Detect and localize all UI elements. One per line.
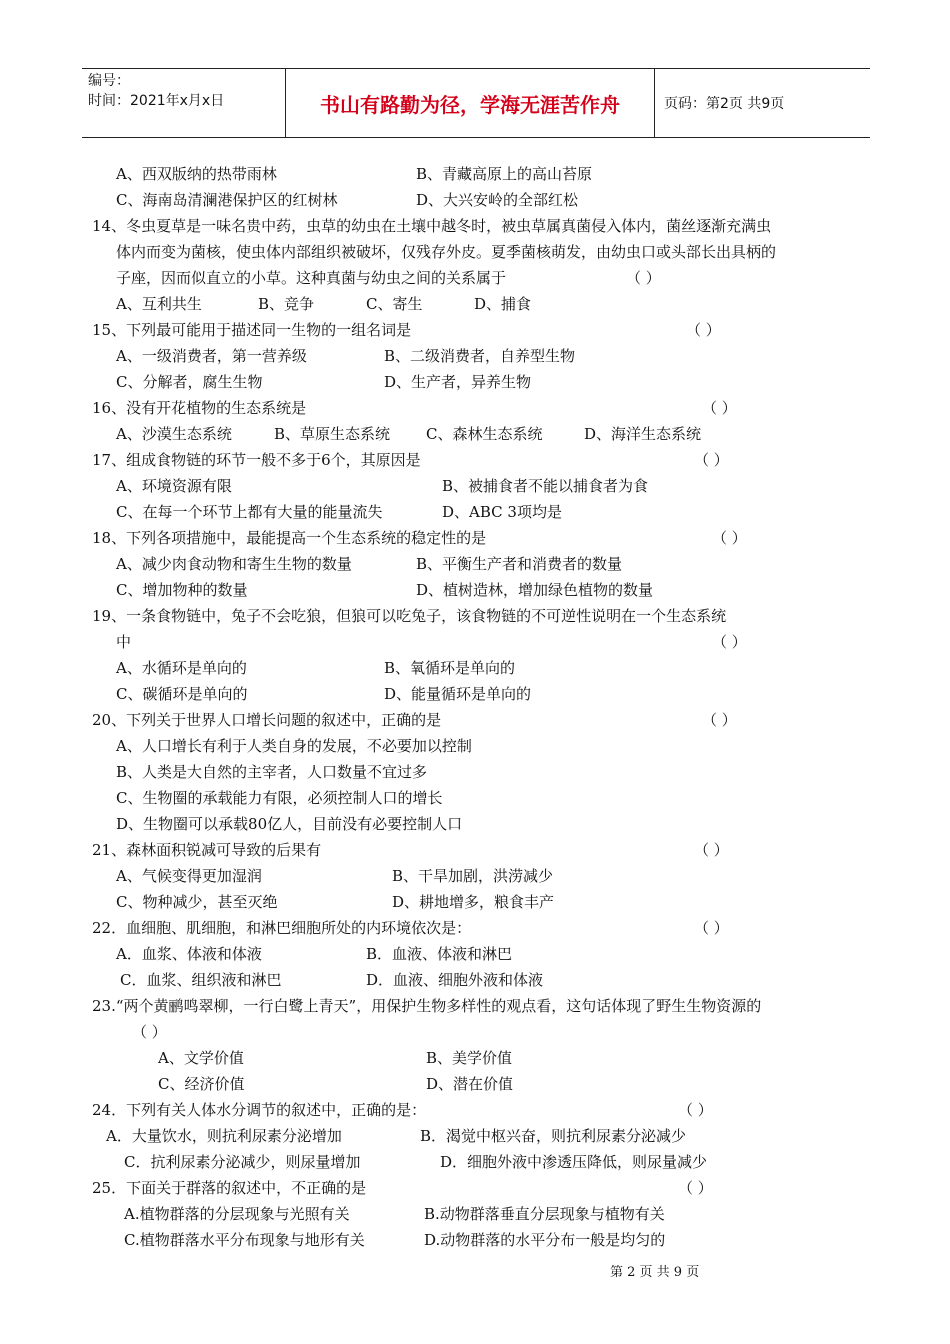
answer-blank: （ ） [694,841,729,859]
answer-blank: （ ） [678,1101,713,1119]
text-line: C、森林生态系统 [426,425,543,443]
answer-blank: （ ） [686,321,721,339]
text-line: D、能量循环是单向的 [384,685,532,703]
text-line: D、生产者，异养生物 [384,373,532,391]
text-line: B、平衡生产者和消费者的数量 [416,555,623,573]
text-line: B、美学价值 [426,1049,513,1067]
text-line: B、草原生态系统 [274,425,391,443]
page-header [82,68,870,138]
text-line: 22．血细胞、肌细胞，和淋巴细胞所处的内环境依次是： [92,919,472,937]
text-line: C、生物圈的承载能力有限，必须控制人口的增长 [116,789,443,807]
header-info [88,71,284,135]
text-line: 20、下列关于世界人口增长问题的叙述中，正确的是 [92,711,442,729]
page-footer: 第 2 页 共 9 页 [610,1265,700,1280]
text-line: B、人类是大自然的主宰者，人口数量不宜过多 [116,763,428,781]
header-page-info: 页码：第2页 共9页 [664,96,785,112]
text-line: D、生物圈可以承载80亿人，目前没有必要控制人口 [116,815,463,833]
text-line: C．抗利尿素分泌减少，则尿量增加 [124,1153,361,1171]
text-line: D.动物群落的水平分布一般是均匀的 [424,1231,666,1249]
text-line: C、在每一个环节上都有大量的能量流失 [116,503,383,521]
text-line: 24．下列有关人体水分调节的叙述中，正确的是： [92,1101,427,1119]
header-motto: 书山有路勤为径，学海无涯苦作舟 [320,92,620,117]
text-line: A.植物群落的分层现象与光照有关 [124,1205,350,1223]
text-line: B、被捕食者不能以捕食者为食 [442,477,649,495]
answer-blank: （ ） [678,1179,713,1197]
text-line: A、沙漠生态系统 [116,425,232,443]
text-line: B、青藏高原上的高山苔原 [416,165,593,183]
text-line: B、氧循环是单向的 [384,659,516,677]
text-line: C、分解者，腐生生物 [116,373,263,391]
text-line: D、耕地增多，粮食丰产 [392,893,555,911]
text-line: 15、下列最可能用于描述同一生物的一组名词是 [92,321,412,339]
header-divider [654,69,655,137]
answer-blank: （ ） [626,269,661,287]
text-line: 子座，因而似直立的小草。这种真菌与幼虫之间的关系属于 [116,269,507,287]
text-line: C．血浆、组织液和淋巴 [120,971,282,989]
code-label: 编号： [88,73,130,89]
text-line: A、水循环是单向的 [116,659,247,677]
text-line: C、物种减少，甚至灭绝 [116,893,278,911]
text-line: A、减少肉食动物和寄生生物的数量 [116,555,352,573]
text-line: A、环境资源有限 [116,477,232,495]
answer-blank: （ ） [712,529,747,547]
text-line: 23.“两个黄鹂鸣翠柳，一行白鹭上青天”，用保护生物多样性的观点看，这句话体现了野生生物资源的 [92,997,762,1015]
text-line: 18、下列各项措施中，最能提高一个生态系统的稳定性的是 [92,529,487,547]
text-line: C、经济价值 [158,1075,245,1093]
text-line: B、干旱加剧，洪涝减少 [392,867,554,885]
text-line: 14、冬虫夏草是一味名贵中药，虫草的幼虫在土壤中越冬时，被虫草属真菌侵入体内，菌丝逐渐充满虫 [92,217,772,235]
answer-blank: （ ） [702,711,737,729]
text-line: B、二级消费者，自养型生物 [384,347,576,365]
text-line: D、潜在价值 [426,1075,514,1093]
answer-blank: （ ） [712,633,747,651]
text-line: D、ABC 3项均是 [442,503,562,521]
text-line: 16、没有开花植物的生态系统是 [92,399,307,417]
text-line: B．血液、体液和淋巴 [366,945,513,963]
text-line: C.植物群落水平分布现象与地形有关 [124,1231,365,1249]
text-line: C、海南岛清澜港保护区的红树林 [116,191,338,209]
text-line: A、人口增长有利于人类自身的发展，不必要加以控制 [116,737,472,755]
text-line: A、互利共生 [116,295,202,313]
text-line: D、海洋生态系统 [584,425,702,443]
text-line: 体内而变为菌核，使虫体内部组织被破坏，仅残存外皮。夏季菌核萌发，由幼虫口或头部长出具柄的 [116,243,777,261]
text-line: D．血液、细胞外液和体液 [366,971,544,989]
answer-blank: （ ） [694,451,729,469]
text-line: B.动物群落垂直分层现象与植物有关 [424,1205,665,1223]
text-line: A、西双版纳的热带雨林 [116,165,277,183]
text-line: B、竞争 [258,295,315,313]
text-line: A．大量饮水，则抗利尿素分泌增加 [106,1127,342,1145]
text-line: D、植树造林，增加绿色植物的数量 [416,581,654,599]
text-line: C、寄生 [366,295,423,313]
text-line: D、大兴安岭的全部红松 [416,191,579,209]
date-label: 时间：2021年x月x日 [88,93,225,109]
text-line: 19、一条食物链中，兔子不会吃狼，但狼可以吃兔子，该食物链的不可逆性说明在一个生态系统 [92,607,727,625]
text-line: A．血浆、体液和体液 [116,945,262,963]
answer-blank: （ ） [702,399,737,417]
answer-blank: （ ） [132,1023,167,1041]
text-line: A、一级消费者，第一营养级 [116,347,307,365]
text-line: B．渴觉中枢兴奋，则抗利尿素分泌减少 [420,1127,687,1145]
text-line: C、碳循环是单向的 [116,685,248,703]
text-line: 21、森林面积锐减可导致的后果有 [92,841,322,859]
text-line: D．细胞外液中渗透压降低，则尿量减少 [440,1153,708,1171]
text-line: D、捕食 [474,295,532,313]
text-line: 中 [116,633,132,651]
answer-blank: （ ） [694,919,729,937]
text-line: A、文学价值 [158,1049,244,1067]
text-line: C、增加物种的数量 [116,581,248,599]
text-line: 25．下面关于群落的叙述中，不正确的是 [92,1179,367,1197]
text-line: A、气候变得更加湿润 [116,867,262,885]
text-line: 17、组成食物链的环节一般不多于6个，其原因是 [92,451,421,469]
